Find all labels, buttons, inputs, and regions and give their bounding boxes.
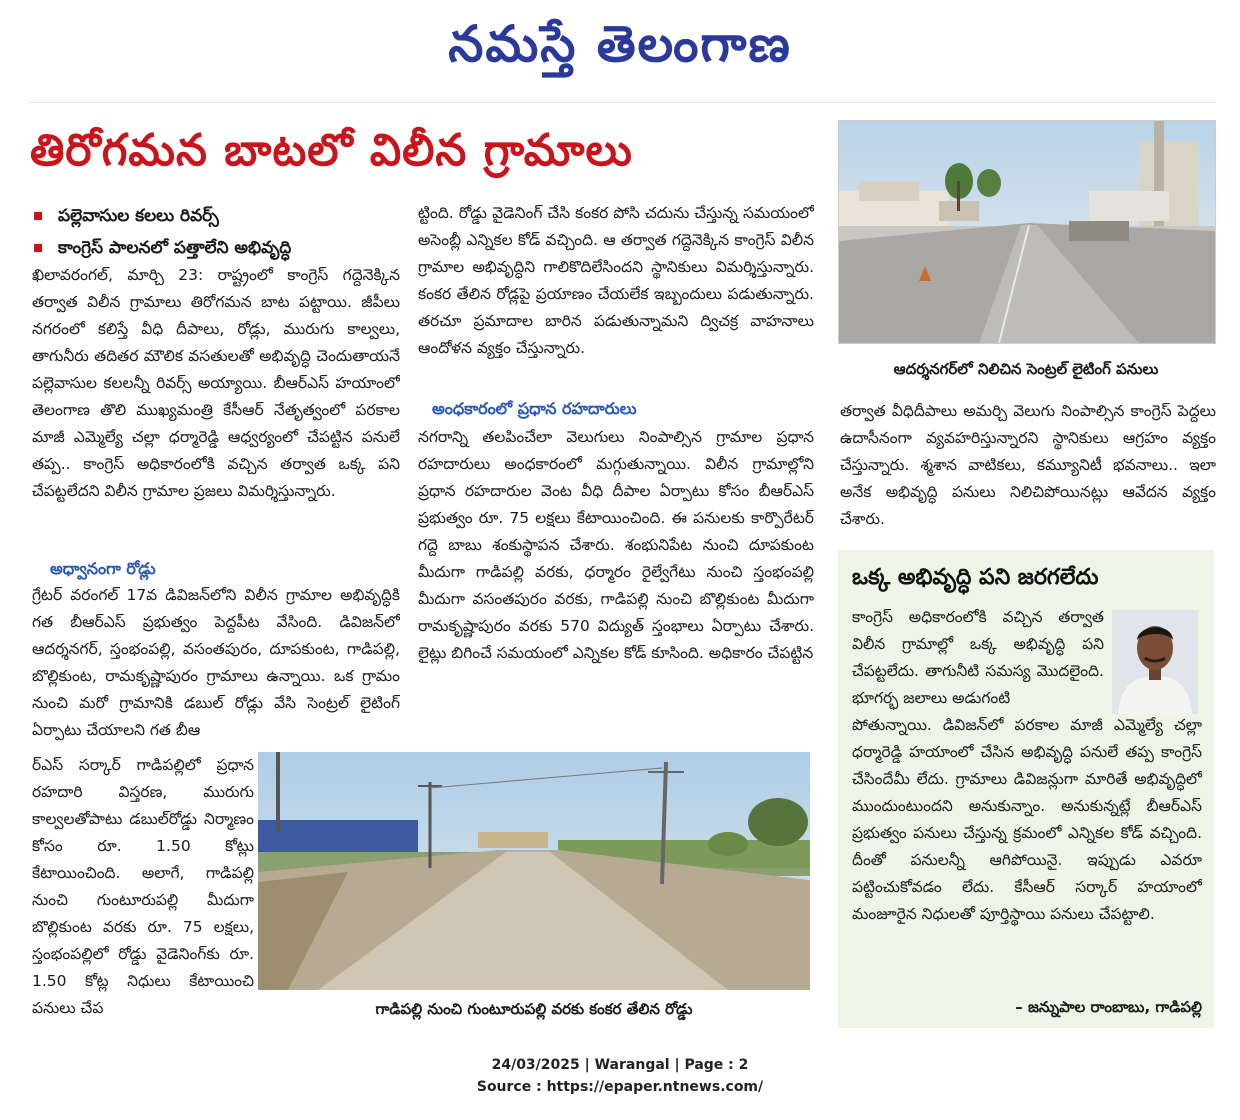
quote-box-text: పోతున్నాయి. డివిజన్‌లో పరకాల మాజీ ఎమ్మెల్యే చల్లా ధర్మారెడ్డి హయాంలో చేసిన అభివృద్ధి పనులే తప్ప కాంగ్రెస్ చేసిందేమీ లేదు. గ్రామాలు డివిజన్లుగా మారితే అభివృద్ధిలో ముందుంటుందని అనుకున్నాం. అనుకున్నట్లే బీఆర్ఎస్ ప్రభుత్వం పనులు చేస్తున్న క్రమంలో ఎన్నికల కోడ్ వచ్చింది. దీంతో పనులన్నీ ఆగిపోయినై. ఇప్పుడు ఎవరూ పట్టించుకోవడం లేదు. కేసీఆర్ సర్కార్ హయాంలో మంజూరైన నిధులతో పూర్తిస్థాయి పనులు చేపట్టాలి. bbox=[852, 716, 1202, 923]
quote-box-title: ఒక్క అభివృద్ధి పని జరగలేదు bbox=[852, 565, 1099, 590]
article-paragraph-column2: ట్టింది. రోడ్డు వైడెనింగ్ చేసి కంకర పోసి చదును చేస్తున్న సమయంలో అసెంబ్లీ ఎన్నికల కోడ్ వచ్చింది. ఆ తర్వాత గద్దెనెక్కిన కాంగ్రెస్ విలీన గ్రామాల అభివృద్ధిని గాలికొదిలేసిందని స్థానికులు విమర్శిస్తున్నారు. కంకర తేలిన రోడ్లపై ప్రయాణం చేయలేక ఇబ్బందులు పడుతున్నారు. తరచూ ప్రమాదాల బారిన పడుతున్నామని ద్విచక్ర వాహనాలు ఆందోళన వ్యక్తం చేస్తున్నారు. bbox=[418, 204, 814, 357]
subheading-darkness: అంధకారంలో ప్రధాన రహదారులు bbox=[432, 399, 637, 418]
article-headline: తిరోగమన బాటలో విలీన గ్రామాలు bbox=[30, 125, 633, 176]
gravel-road-photo bbox=[258, 752, 810, 990]
article-intro: ఖిలావరంగల్, మార్చి 23: రాష్ట్రంలో కాంగ్రెస్ గద్దెనెక్కిన తర్వాత విలీన గ్రామాలు తిరోగమన బాట పట్టాయి. జీపీలు నగరంలో కలిస్తే వీధి దీపాలు, రోడ్లు, మురుగు కాల్వలు, తాగునీరు తదితర మౌలిక వసతులతో అభివృద్ధి చెందుతాయనే పల్లెవాసుల కలలన్నీ రివర్స్ అయ్యాయి. బీఆర్ఎస్ హయాంలో తెలంగాణ తొలి ముఖ్యమంత్రి కేసీఆర్ నేతృత్వంలో పరకాల మాజీ ఎమ్మెల్యే చల్లా ధర్మారెడ్డి ఆధ్వర్యంలో చేపట్టిన పనులే తప్ప.. కాంగ్రెస్ అధికారంలోకి వచ్చిన తర్వాత ఒక్క పని చేపట్టలేదని విలీన గ్రామాల ప్రజలు విమర్శిస్తున్నారు. bbox=[32, 266, 400, 500]
bullet-square-icon bbox=[34, 212, 42, 220]
mid-photo-caption: గాడిపల్లి నుంచి గుంటూరుపల్లి వరకు కంకర తేలిన రోడ్డు bbox=[375, 1000, 693, 1018]
subheading-roads: అధ్వానంగా రోడ్లు bbox=[50, 559, 156, 578]
bullet-square-icon bbox=[34, 244, 42, 252]
sub-headlines bbox=[30, 200, 420, 264]
top-photo-caption: ఆదర్శనగర్‌లో నిలిచిన సెంట్రల్ లైటింగ్ పనులు bbox=[893, 360, 1159, 378]
footer-source-link[interactable]: Source : https://epaper.ntnews.com/ bbox=[476, 1079, 764, 1095]
footer-date-edition: 24/03/2025 | Warangal | Page : 2 bbox=[491, 1057, 749, 1073]
sub-headline-item bbox=[30, 232, 420, 264]
article-paragraph-funds: ర్ఎస్ సర్కార్ గాడిపల్లిలో ప్రధాన రహదారి విస్తరణ, మురుగు కాల్వలతోపాటు డబుల్‌రోడ్డు నిర్మాణం కోసం రూ. 1.50 కోట్లు కేటాయించింది. అలాగే, గాడిపల్లి నుంచి గుంటూరుపల్లి మీదుగా బొల్లికుంట వరకు రూ. 75 లక్షలు, స్తంభంపల్లిలో రోడ్డు వైడెనింగ్‌కు రూ. 1.50 కోట్ల నిధులు కేటాయించి పనులు చేప bbox=[32, 756, 254, 1017]
sub-headline-text: కాంగ్రెస్ పాలనలో పత్తాలేని అభివృద్ధి bbox=[58, 238, 292, 258]
road-central-lighting-photo bbox=[838, 120, 1216, 344]
quote-box-text-intro: కాంగ్రెస్ అధికారంలోకి వచ్చిన తర్వాత విలీన గ్రామాల్లో ఒక్క అభివృద్ధి పని చేపట్టలేదు. తాగునీటి సమస్య మొదలైంది. భూగర్భ జలాలు అడుగంటి bbox=[852, 608, 1104, 707]
article-paragraph-roads: గ్రేటర్ వరంగల్ 17వ డివిజన్‌లోని విలీన గ్రామాల అభివృద్ధికి గత బీఆర్ఎస్ ప్రభుత్వం పెద్దపీట వేసింది. డివిజన్‌లో ఆదర్శనగర్, స్తంభంపల్లి, వసంతపురం, దూపకుంట, గాడిపల్లి, బొల్లికుంట, రామకృష్ణాపురం గ్రామాలు ఉన్నాయి. ఒక గ్రామం నుంచి మరో గ్రామానికి డబుల్ రోడ్లు వేసి సెంట్రల్ లైటింగ్ ఏర్పాటు చేయాలని గత బీఆ bbox=[32, 586, 400, 739]
article-paragraph-column3: తర్వాత వీధిదీపాలు అమర్చి వెలుగు నింపాల్సిన కాంగ్రెస్ పెద్దలు ఉదాసీనంగా వ్యవహరిస్తున్నారని స్థానికులు ఆగ్రహం వ్యక్తం చేస్తున్నారు. శ్మశాన వాటికలు, కమ్యూనిటీ భవనాలు.. ఇలా అనేక అభివృద్ధి పనులు నిలిచిపోయినట్లు ఆవేదన వ్యక్తం చేశారు. bbox=[840, 402, 1216, 528]
header-divider bbox=[28, 102, 1216, 103]
sub-headline-item bbox=[30, 200, 420, 232]
sub-headline-text: పల్లెవాసుల కలలు రివర్స్ bbox=[58, 206, 219, 226]
newspaper-masthead: నమస్తే తెలంగాణ bbox=[448, 14, 792, 73]
article-paragraph-lighting: నగరాన్ని తలపించేలా వెలుగులు నింపాల్సిన గ్రామాల ప్రధాన రహదారులు అంధకారంలో మగ్గుతున్నాయి. విలీన గ్రామాల్లోని ప్రధాన రహదారుల వెంట వీధి దీపాల ఏర్పాటు కోసం బీఆర్ఎస్ ప్రభుత్వం రూ. 75 లక్షలు కేటాయించింది. ఈ పనులకు కార్పొరేటర్ గద్దె బాబు శంకుస్థాపన చేశారు. శంభునిపేట నుంచి దూపకుంట మీదుగా గాడిపల్లి వరకు, ధర్మారం రైల్వేగేటు నుంచి స్తంభంపల్లి మీదుగా వసంతపురం వరకు, గాడిపల్లి నుంచి బొల్లికుంట మీదుగా రామకృష్ణాపురం వరకు 570 విద్యుత్ స్తంభాలు ఏర్పాటు చేశారు. లైట్లు బిగించే సమయంలో ఎన్నికల కోడ్ కూసింది. అధికారం చేపట్టిన bbox=[418, 428, 814, 662]
quote-signature: – జన్నుపాల రాంబాబు, గాడిపల్లి bbox=[1015, 998, 1202, 1016]
person-photo bbox=[1112, 610, 1198, 714]
